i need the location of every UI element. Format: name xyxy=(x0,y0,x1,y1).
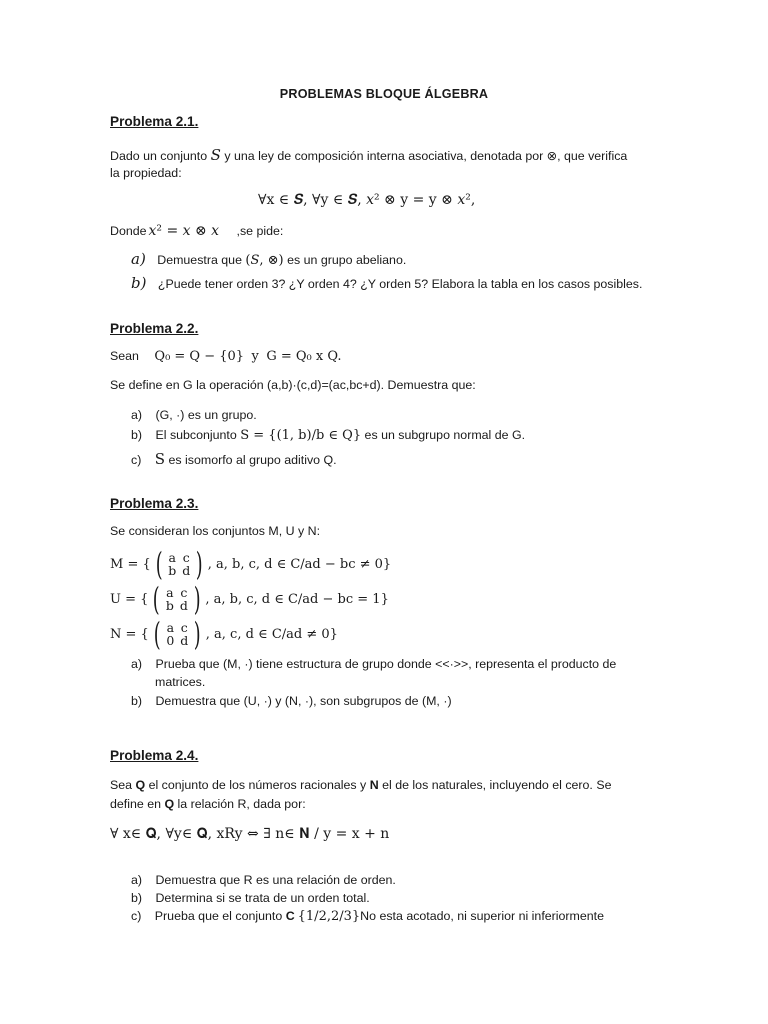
g-formula: G = Q₀ x Q. xyxy=(266,349,342,364)
matrix-entry: 0 xyxy=(166,633,175,648)
left-paren: ( xyxy=(153,615,161,653)
item-a-formula: (𝑆, ⊗) xyxy=(245,253,284,268)
text: el conjunto de los números racionales y xyxy=(148,778,367,792)
text: la relación R, dada por: xyxy=(177,797,306,811)
matrix-entry: c xyxy=(182,550,190,565)
set-u-definition xyxy=(110,580,389,618)
text: define en xyxy=(110,797,161,811)
problem-2-2-heading: Problema 2.2. xyxy=(110,321,199,336)
set-name: N = { xyxy=(110,626,149,642)
problem-2-1-property-formula: ∀x ∈ 𝑺, ∀y ∈ 𝑺, 𝑥² ⊗ y = y ⊗ 𝑥², xyxy=(258,192,476,208)
set-condition: , a, c, d ∈ C/ad ≠ 0} xyxy=(205,626,338,642)
matrix-entry: d xyxy=(180,633,189,648)
item-text: Determina si se trata de un orden total. xyxy=(155,891,370,905)
matrix-entry: b xyxy=(168,563,177,578)
item-label: b) xyxy=(131,694,143,708)
page-title: PROBLEMAS BLOQUE ÁLGEBRA xyxy=(279,87,489,101)
item-label: b) xyxy=(131,274,147,292)
right-paren: ) xyxy=(194,615,201,653)
problem-2-4-line2 xyxy=(110,797,306,811)
problem-2-2-item-c xyxy=(131,450,337,468)
problem-2-1-item-b xyxy=(131,274,642,292)
sean-text: Sean xyxy=(110,349,139,363)
problem-2-4-item-c xyxy=(131,909,604,924)
set-s-symbol: S xyxy=(210,146,221,164)
problem-2-2-sean-line xyxy=(110,349,341,364)
problem-2-1-donde-line xyxy=(110,223,283,239)
item-text-start: Prueba que el conjunto xyxy=(154,909,283,923)
matrix-entry: d xyxy=(179,598,188,613)
item-label: a) xyxy=(131,408,143,422)
set-name: M = { xyxy=(110,556,151,572)
set-m-definition xyxy=(110,545,392,583)
n-symbol: N xyxy=(369,778,379,792)
donde-formula: 𝑥² = 𝑥 ⊗ 𝑥 xyxy=(148,223,220,239)
item-formula: {1/2,2/3} xyxy=(297,909,361,924)
problem-2-3-item-a xyxy=(131,657,616,671)
set-condition: , a, b, c, d ∈ C/ad − bc ≠ 0} xyxy=(207,556,392,572)
problem-2-3-item-a-cont: matrices. xyxy=(155,675,206,689)
item-label: b) xyxy=(131,891,143,905)
matrix-entry: c xyxy=(180,620,188,635)
intro-text-end: y una ley de composición interna asociativa, denotada por ⊗, que verifica xyxy=(224,149,628,163)
set-n-definition xyxy=(110,615,338,653)
problem-2-4-line1 xyxy=(110,778,611,792)
matrix xyxy=(151,615,204,653)
item-label: c) xyxy=(131,909,142,923)
matrix-entry: b xyxy=(165,598,174,613)
item-label: a) xyxy=(131,873,143,887)
item-label: a) xyxy=(131,657,143,671)
intro-text-start: Dado un conjunto xyxy=(110,149,208,163)
item-a-text-start: Demuestra que xyxy=(157,253,242,267)
set-name: U = { xyxy=(110,591,149,607)
item-a-text-end: es un grupo abeliano. xyxy=(287,253,407,267)
q-symbol: Q xyxy=(135,778,146,792)
item-text-start: El subconjunto xyxy=(155,428,237,442)
item-text-end: es un subgrupo normal de G. xyxy=(364,428,526,442)
item-label: c) xyxy=(131,453,142,467)
problem-2-1-item-a xyxy=(131,250,406,268)
item-formula: S = {(1, b)/b ∈ Q} xyxy=(240,428,362,443)
problem-2-3-item-b xyxy=(131,694,452,708)
left-paren: ( xyxy=(155,545,163,583)
item-b-text: ¿Puede tener orden 3? ¿Y orden 4? ¿Y orden 5? Elabora la tabla en los casos posibles. xyxy=(157,277,643,291)
problem-2-1-heading: Problema 2.1. xyxy=(110,114,199,129)
problem-2-2-item-a xyxy=(131,408,257,422)
text: el de los naturales, incluyendo el cero. Se xyxy=(382,778,612,792)
item-text: Demuestra que R es una relación de orden. xyxy=(155,873,396,887)
right-paren: ) xyxy=(196,545,203,583)
matrix-entries xyxy=(163,586,191,612)
q0-formula: Q₀ = Q − {0} xyxy=(154,349,245,364)
problem-2-4-heading: Problema 2.4. xyxy=(110,748,199,763)
donde-se-pide: ,se pide: xyxy=(236,224,284,238)
problem-2-3-heading: Problema 2.3. xyxy=(110,496,199,511)
problem-2-3-intro: Se consideran los conjuntos M, U y N: xyxy=(110,524,321,538)
problem-2-4-item-b xyxy=(131,891,370,905)
problem-2-1-intro-line2: la propiedad: xyxy=(110,166,182,180)
set-condition: , a, b, c, d ∈ C/ad − bc = 1} xyxy=(205,591,389,607)
matrix-entry: c xyxy=(180,585,188,600)
text: Sea xyxy=(110,778,133,792)
problem-2-2-item-b xyxy=(131,428,525,443)
donde-text: Donde xyxy=(110,224,147,238)
right-paren: ) xyxy=(193,580,201,618)
item-text: Prueba que (M, ·) tiene estructura de grupo donde <<·>>, representa el producto de xyxy=(155,657,617,671)
matrix xyxy=(150,580,203,618)
matrix-entry: a xyxy=(166,620,175,635)
problem-2-1-intro-line1 xyxy=(110,146,627,164)
item-formula: S xyxy=(154,450,166,468)
item-text: Demuestra que (U, ·) y (N, ·), son subgrupos de (M, ·) xyxy=(155,694,452,708)
problem-2-2-define: Se define en G la operación (a,b)·(c,d)=(ac,bc+d). Demuestra que: xyxy=(110,378,476,392)
matrix-entries xyxy=(163,621,191,647)
matrix-entry: a xyxy=(168,550,176,565)
matrix xyxy=(153,545,206,583)
problem-2-4-item-a xyxy=(131,873,396,887)
y-conjunction: y xyxy=(251,349,259,364)
q-symbol: Q xyxy=(164,797,175,811)
c-symbol: C xyxy=(285,909,295,923)
item-label: a) xyxy=(131,250,146,268)
item-text: (G, ·) es un grupo. xyxy=(155,408,257,422)
item-text: es isomorfo al grupo aditivo Q. xyxy=(168,453,337,467)
matrix-entry: d xyxy=(182,563,191,578)
matrix-entry: a xyxy=(166,585,174,600)
item-text-end: No esta acotado, ni superior ni inferiormente xyxy=(360,909,604,923)
matrix-entries xyxy=(165,551,193,577)
left-paren: ( xyxy=(153,580,161,618)
problem-2-4-relation-formula: ∀ x∈ 𝐐, ∀y∈ 𝐐, xRy ⇔ ∃ n∈ 𝐍 / y = x + n xyxy=(110,826,390,842)
item-label: b) xyxy=(131,428,143,442)
